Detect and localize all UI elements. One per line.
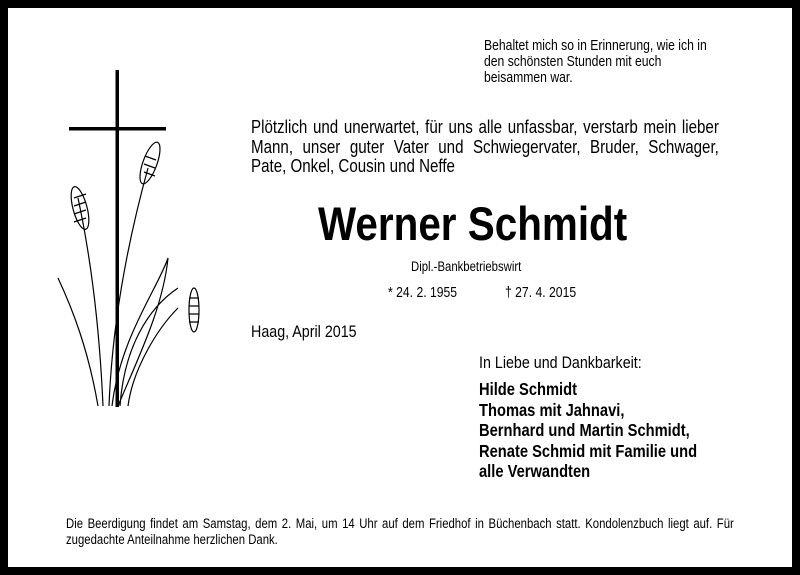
quote-line: beisammen war. [484, 70, 573, 86]
deceased-name: Werner Schmidt [318, 197, 628, 250]
mourners-list [479, 379, 697, 482]
announcement-text: Plötzlich und unerwartet, für uns alle unfassbar, verstarb mein lieber Mann, unser guter Vater und Schwiegervater, Bruder, Schwager, Pate, Onkel, Cousin und Neffe [251, 117, 719, 176]
place-date: Haag, April 2015 [251, 322, 357, 341]
mourner: Hilde Schmidt [479, 379, 578, 399]
death-date: † 27. 4. 2015 [505, 285, 577, 301]
birth-date: * 24. 2. 1955 [388, 285, 458, 301]
quote-line: den schönsten Stunden mit euch [484, 54, 662, 70]
funeral-info: Die Beerdigung findet am Samstag, dem 2. Mai, um 14 Uhr auf dem Friedhof in Büchenbach statt. Kondolenzbuch liegt auf. Für zugedachte Anteilnahme herzlichen Dank. [66, 516, 734, 547]
deceased-title: Dipl.-Bankbetriebswirt [411, 259, 522, 274]
thanks-heading: In Liebe und Dankbarkeit: [479, 353, 642, 372]
mourner: Renate Schmid mit Familie und [479, 440, 698, 461]
quote-line: Behaltet mich so in Erinnerung, wie ich in [484, 38, 707, 54]
mourner: alle Verwandten [479, 461, 591, 481]
memorial-quote [484, 38, 707, 86]
obituary-notice [8, 8, 792, 567]
mourner: Bernhard und Martin Schmidt, [479, 420, 690, 440]
mourner: Thomas mit Jahnavi, [479, 399, 625, 420]
